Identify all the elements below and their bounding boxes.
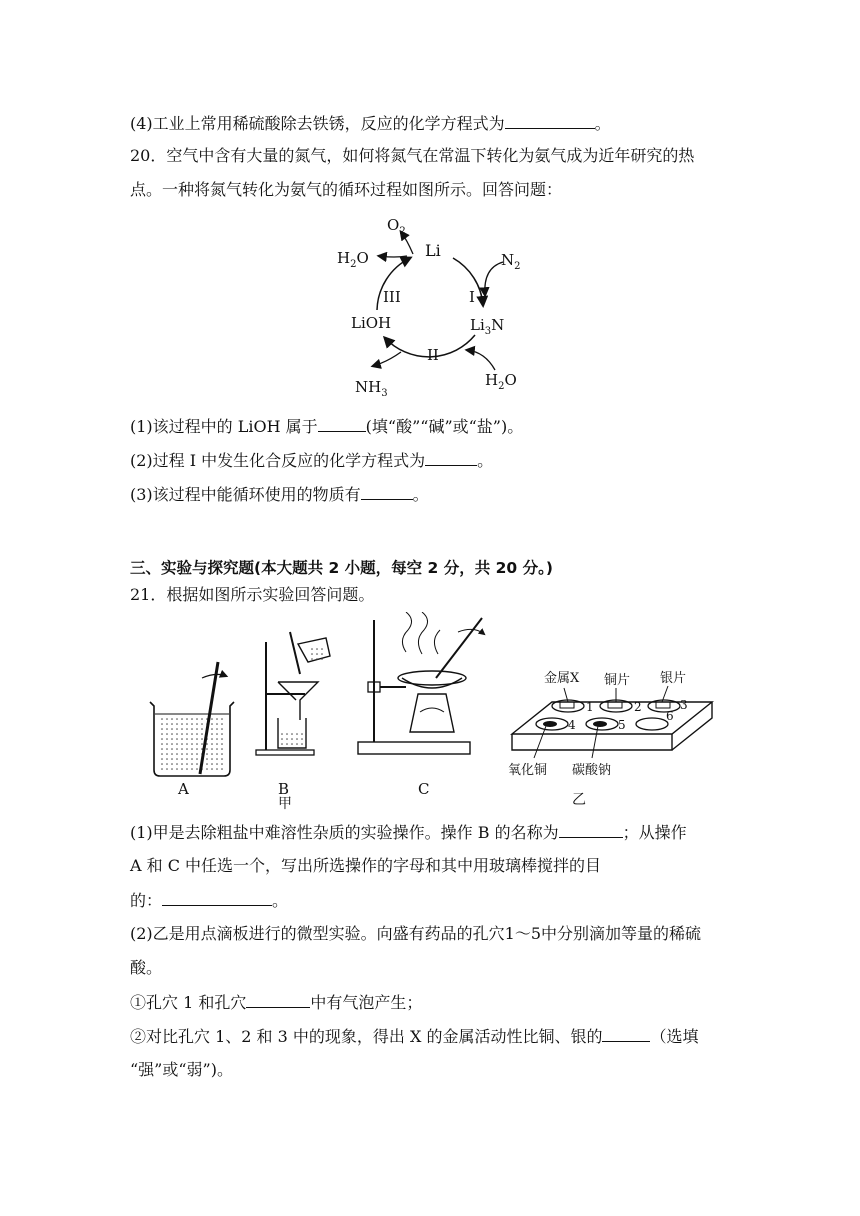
step-2-label: II (427, 346, 439, 364)
label-jia: 甲 (278, 796, 292, 812)
q20-part1 (130, 416, 523, 437)
hole-3-label: 3 (680, 698, 688, 712)
h2o-out-arrow (379, 256, 407, 257)
answer-blank[interactable] (505, 113, 595, 129)
answer-blank[interactable] (361, 484, 413, 500)
answer-blank[interactable] (246, 992, 310, 1008)
q21-part1-line3 (130, 890, 288, 911)
q19-part4 (130, 113, 611, 134)
q21-part1-line3-text: 的： (130, 891, 163, 910)
hole-6-label: 6 (666, 709, 674, 723)
answer-blank[interactable] (559, 822, 623, 838)
li3n-label: $Li_3N$ (470, 316, 505, 337)
apparatus-a-beaker (150, 662, 234, 776)
q21-part2-b-text: ②对比孔穴 1、2 和 3 中的现象，得出 X 的金属活动性比铜、银的 (130, 1027, 603, 1046)
answer-blank[interactable] (318, 416, 366, 432)
q21-part1-text: (1)甲是去除粗盐中难溶性杂质的实验操作。操作 B 的名称为 (130, 823, 559, 842)
step-3-label: III (383, 288, 401, 306)
nh3-out-arrow (373, 352, 401, 366)
q21-part2-a-text: ①孔穴 1 和孔穴 (130, 993, 247, 1012)
section-3-heading: 三、实验与探究题(本大题共 2 小题，每空 2 分，共 20 分。) (130, 559, 553, 577)
q20-part3-end: 。 (412, 485, 429, 504)
q20-part1-end: (填“酸”“碱”或“盐”)。 (365, 417, 524, 436)
q19-part4-end: 。 (594, 114, 611, 133)
hole-1-label: 1 (586, 700, 594, 714)
li-label: Li (425, 241, 441, 260)
nitrogen-cycle-diagram (325, 210, 535, 400)
o2-label: $O_2$ (387, 216, 406, 237)
answer-blank[interactable] (162, 890, 272, 906)
q19-part4-text: (4)工业上常用稀硫酸除去铁锈，反应的化学方程式为 (130, 114, 505, 133)
q20-part2 (130, 450, 493, 471)
spot-plate (512, 686, 712, 758)
nh3-label: $NH_3$ (355, 378, 388, 399)
step-1-label: I (469, 288, 475, 306)
q20-part3 (130, 484, 429, 505)
q20-stem-line1: 20．空气中含有大量的氮气，如何将氮气在常温下转化为氨气成为近年研究的热 (130, 146, 695, 165)
h2o-bottom-label: $H_2O$ (485, 371, 517, 392)
q20-part1-text: (1)该过程中的 LiOH 属于 (130, 417, 318, 436)
hole-2-label: 2 (634, 700, 642, 714)
metal-x-label: 金属X (544, 671, 580, 686)
q20-part2-text: (2)过程 I 中发生化合反应的化学方程式为 (130, 451, 426, 470)
lioh-label: LiOH (351, 314, 392, 332)
q21-part2-b-line2: “强”或“弱”)。 (130, 1060, 233, 1079)
label-b: B (278, 780, 290, 798)
h2o-top-label: $H_2O$ (337, 249, 369, 270)
label-a: A (178, 780, 189, 798)
answer-blank[interactable] (425, 450, 477, 466)
q21-intro: 21．根据如图所示实验回答问题。 (130, 585, 375, 604)
cycle-arc-1 (453, 258, 483, 305)
q20-stem-line2: 点。一种将氮气转化为氨气的循环过程如图所示。回答问题： (130, 180, 563, 199)
sodium-carbonate-label: 碳酸钠 (572, 763, 612, 778)
q21-part1-text-end: ；从操作 (622, 823, 687, 842)
q21-part1-line3-end: 。 (272, 891, 289, 910)
silver-label: 银片 (660, 671, 687, 686)
copper-label: 铜片 (604, 673, 631, 688)
apparatus-b-filtration (256, 632, 330, 755)
hole-5-label: 5 (618, 718, 626, 732)
q21-part2-line1: (2)乙是用点滴板进行的微型实验。向盛有药品的孔穴1～5中分别滴加等量的稀硫 (130, 924, 702, 943)
copper-oxide-label: 氧化铜 (508, 763, 548, 778)
q21-part2-b-end: （选填 (650, 1027, 699, 1046)
label-yi: 乙 (572, 792, 586, 808)
q21-part2-line2: 酸。 (130, 958, 163, 977)
n2-label: $N_2$ (501, 251, 521, 272)
q21-part2-b (130, 1026, 698, 1047)
q20-part2-end: 。 (477, 451, 494, 470)
apparatus-c-evaporation (358, 612, 484, 754)
answer-blank[interactable] (602, 1026, 650, 1042)
q21-part1-line1 (130, 822, 687, 843)
q21-part2-a (130, 992, 422, 1013)
hole-4-label: 4 (568, 718, 576, 732)
label-c: C (418, 780, 430, 798)
q21-part2-a-end: 中有气泡产生； (310, 993, 423, 1012)
h2o-in-arrow (467, 350, 495, 370)
q21-figure (140, 612, 720, 812)
q21-part1-line2: A 和 C 中任选一个，写出所选操作的字母和其中用玻璃棒搅拌的目 (130, 856, 602, 875)
q20-part3-text: (3)该过程中能循环使用的物质有 (130, 485, 361, 504)
